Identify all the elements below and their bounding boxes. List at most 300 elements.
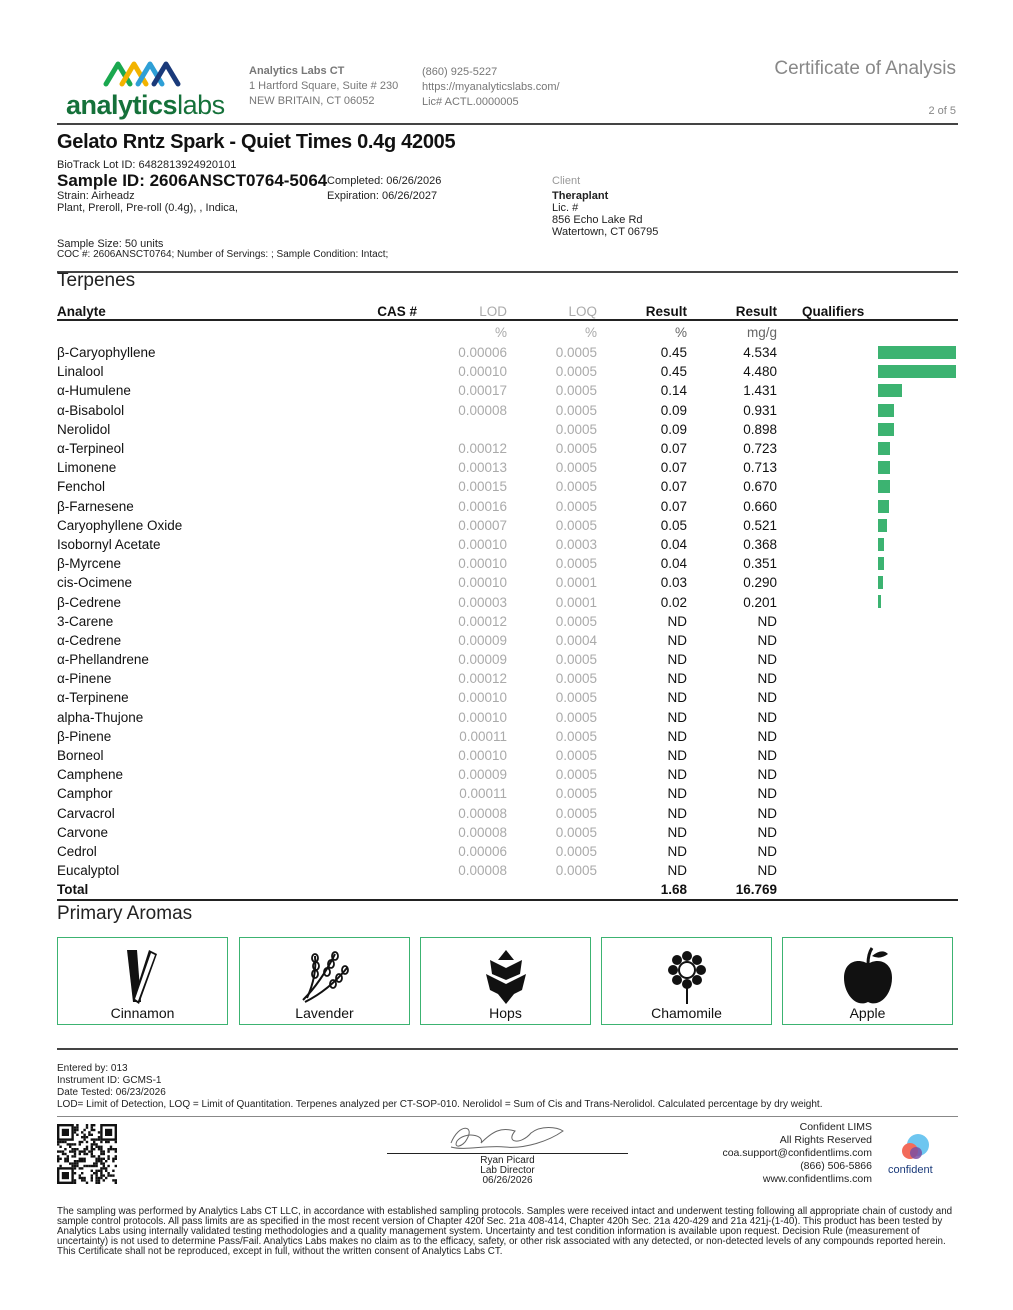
col-header-result-mg: Result bbox=[687, 302, 777, 320]
terpene-bar bbox=[878, 365, 956, 378]
cinnamon-icon bbox=[113, 946, 173, 1008]
result-pct: ND bbox=[667, 690, 687, 706]
cas-number bbox=[337, 688, 417, 707]
analyte-name: Caryophyllene Oxide bbox=[57, 517, 183, 533]
loq-value: 0.0001 bbox=[555, 575, 597, 591]
aroma-card-cinnamon bbox=[57, 937, 228, 1025]
loq-value: 0.0005 bbox=[555, 364, 597, 380]
entered-by: Entered by: 013 bbox=[57, 1063, 128, 1074]
cas-number bbox=[337, 708, 417, 727]
cas-number bbox=[337, 535, 417, 554]
lod-value: 0.00008 bbox=[458, 402, 507, 418]
analyte-name: α-Terpineol bbox=[57, 441, 125, 457]
lab-phone: (860) 925-5227 bbox=[422, 66, 498, 78]
result-pct: 0.45 bbox=[660, 364, 687, 380]
cas-number bbox=[337, 477, 417, 496]
lod-value: 0.00008 bbox=[458, 824, 507, 840]
lod-value: 0.00010 bbox=[458, 748, 507, 764]
loq-value: 0.0005 bbox=[555, 748, 597, 764]
test-notes bbox=[57, 1063, 822, 1111]
loq-value: 0.0005 bbox=[555, 652, 597, 668]
cas-number bbox=[337, 381, 417, 400]
terpene-row bbox=[57, 439, 958, 458]
client-address-line2: Watertown, CT 06795 bbox=[552, 226, 659, 238]
terpenes-section-title: Terpenes bbox=[57, 270, 136, 291]
loq-value: 0.0005 bbox=[555, 767, 597, 783]
lab-name: Analytics Labs CT bbox=[249, 65, 345, 77]
lod-value: 0.00010 bbox=[458, 536, 507, 552]
sample-id: Sample ID: 2606ANSCT0764-5064 bbox=[57, 171, 328, 190]
loq-value: 0.0003 bbox=[555, 536, 597, 552]
result-pct: ND bbox=[667, 748, 687, 764]
analyte-name: α-Bisabolol bbox=[57, 402, 125, 418]
analyte-name: Nerolidol bbox=[57, 421, 111, 437]
cas-number bbox=[337, 650, 417, 669]
cas-number bbox=[337, 439, 417, 458]
spacer bbox=[777, 688, 802, 707]
logo-text-light: labs bbox=[177, 90, 225, 120]
spacer bbox=[777, 612, 802, 631]
analyte-name: α-Pinene bbox=[57, 671, 112, 687]
lod-value: 0.00006 bbox=[458, 843, 507, 859]
result-pct: ND bbox=[667, 671, 687, 687]
result-mg: 0.290 bbox=[743, 575, 777, 591]
result-pct: ND bbox=[667, 709, 687, 725]
lod-value: 0.00015 bbox=[458, 479, 507, 495]
terpene-row bbox=[57, 804, 958, 823]
product-type: Plant, Preroll, Pre-roll (0.4g), , Indica, bbox=[57, 202, 238, 214]
analyte-name: Isobornyl Acetate bbox=[57, 536, 161, 552]
result-pct: ND bbox=[667, 613, 687, 629]
result-mg: ND bbox=[757, 652, 777, 668]
terpene-bar bbox=[878, 538, 884, 551]
result-pct: 0.07 bbox=[660, 460, 687, 476]
units-row bbox=[57, 320, 958, 343]
qualifier-bar-cell bbox=[802, 746, 958, 765]
qualifier-bar-cell bbox=[802, 362, 958, 381]
loq-value: 0.0005 bbox=[555, 613, 597, 629]
qualifier-bar-cell bbox=[802, 842, 958, 861]
qualifier-bar-cell bbox=[802, 612, 958, 631]
qualifier-bar-cell bbox=[802, 477, 958, 496]
col-header-qualifiers: Qualifiers bbox=[802, 302, 958, 320]
result-mg: ND bbox=[757, 786, 777, 802]
analyte-name: Camphor bbox=[57, 786, 113, 802]
analyte-name: Fenchol bbox=[57, 479, 106, 495]
terpene-bar bbox=[878, 442, 890, 455]
loq-value: 0.0005 bbox=[555, 709, 597, 725]
aroma-label: Chamomile bbox=[651, 1005, 722, 1021]
spacer bbox=[777, 554, 802, 573]
aroma-label: Cinnamon bbox=[110, 1005, 175, 1021]
unit-result-mg: mg/g bbox=[746, 324, 777, 340]
spacer bbox=[777, 650, 802, 669]
result-mg: ND bbox=[757, 709, 777, 725]
spacer bbox=[777, 362, 802, 381]
result-mg: ND bbox=[757, 748, 777, 764]
result-pct: 0.07 bbox=[660, 479, 687, 495]
aroma-card-lavender bbox=[239, 937, 410, 1025]
result-pct: 0.04 bbox=[660, 556, 687, 572]
unit-loq: % bbox=[584, 324, 597, 340]
terpene-row bbox=[57, 362, 958, 381]
spacer bbox=[777, 669, 802, 688]
cas-number bbox=[337, 727, 417, 746]
result-mg: ND bbox=[757, 805, 777, 821]
result-pct: 0.07 bbox=[660, 441, 687, 457]
disclaimer: The sampling was performed by Analytics Labs CT LLC, in accordance with established sampling protocols. Samples were received intact and underwent testing following all appropriate chain of custody and sample control protocols. All pass limits are as specified in the most recent version of Chapter 420f Sec. 21a 408-414, Chapter 420h Sec. 21a 420-429 and 21a 421j-(1-40). This product has been tested by Analytics Labs using internally validated testing methodologies and a quality management system. Uncertainty and test condition information is available upon request. Decision Rule (measurement of uncertainty) is not used to determine Pass/Fail. Analytics Labs makes no claim as to the efficacy, safety, or other risk associated with any detected, or non-detected levels of any compounds reported herein. This Certificate shall not be reproduced, except in full, without the written consent of Analytics Labs CT. bbox=[57, 1206, 953, 1257]
spacer bbox=[777, 708, 802, 727]
cas-number bbox=[337, 458, 417, 477]
result-pct: ND bbox=[667, 786, 687, 802]
terpene-row bbox=[57, 535, 958, 554]
spacer bbox=[777, 727, 802, 746]
analyte-name: α-Terpinene bbox=[57, 690, 129, 706]
spacer bbox=[777, 765, 802, 784]
lims-website[interactable]: www.confidentlims.com bbox=[762, 1173, 872, 1185]
lod-value: 0.00016 bbox=[458, 498, 507, 514]
cas-number bbox=[337, 401, 417, 420]
qualifier-bar-cell bbox=[802, 554, 958, 573]
analyte-name: α-Phellandrene bbox=[57, 652, 149, 668]
result-mg: 0.931 bbox=[743, 402, 777, 418]
result-mg: 0.660 bbox=[743, 498, 777, 514]
qualifier-bar-cell bbox=[802, 784, 958, 803]
loq-value: 0.0005 bbox=[555, 383, 597, 399]
result-pct: ND bbox=[667, 805, 687, 821]
terpene-bar bbox=[878, 404, 894, 417]
analyte-name: Borneol bbox=[57, 748, 104, 764]
lod-value: 0.00008 bbox=[458, 863, 507, 879]
confident-logo-icon bbox=[886, 1131, 944, 1165]
coc-info: COC #: 2606ANSCT0764; Number of Servings: ; Sample Condition: Intact; bbox=[57, 249, 389, 260]
result-mg: 0.201 bbox=[743, 594, 777, 610]
logo-mark-icon bbox=[66, 56, 228, 90]
qualifier-bar-cell bbox=[802, 343, 958, 362]
client-address-line1: 856 Echo Lake Rd bbox=[552, 214, 643, 226]
qualifier-bar-cell bbox=[802, 650, 958, 669]
analyte-name: α-Cedrene bbox=[57, 632, 122, 648]
spacer bbox=[777, 477, 802, 496]
terpene-bar bbox=[878, 557, 884, 570]
analyte-name: Eucalyptol bbox=[57, 863, 120, 879]
analytics-labs-logo bbox=[66, 56, 228, 126]
terpene-row bbox=[57, 631, 958, 650]
loq-value: 0.0004 bbox=[555, 632, 597, 648]
qualifier-bar-cell bbox=[802, 708, 958, 727]
total-label: Total bbox=[57, 880, 337, 900]
spacer bbox=[777, 535, 802, 554]
cas-number bbox=[337, 746, 417, 765]
loq-value: 0.0005 bbox=[555, 421, 597, 437]
aromas-divider bbox=[57, 1048, 958, 1050]
spacer bbox=[777, 861, 802, 880]
result-mg: 0.713 bbox=[743, 460, 777, 476]
result-pct: 0.45 bbox=[660, 345, 687, 361]
result-mg: 0.898 bbox=[743, 421, 777, 437]
result-mg: 4.480 bbox=[743, 364, 777, 380]
qualifier-bar-cell bbox=[802, 669, 958, 688]
qualifier-bar-cell bbox=[802, 804, 958, 823]
analyte-name: Cedrol bbox=[57, 843, 97, 859]
spacer bbox=[777, 746, 802, 765]
client-name: Theraplant bbox=[552, 190, 609, 202]
signature-icon bbox=[445, 1121, 570, 1153]
cas-number bbox=[337, 612, 417, 631]
loq-value: 0.0005 bbox=[555, 441, 597, 457]
lims-phone: (866) 506-5866 bbox=[800, 1160, 872, 1172]
cas-number bbox=[337, 420, 417, 439]
result-pct: ND bbox=[667, 863, 687, 879]
spacer bbox=[777, 573, 802, 592]
qualifier-bar-cell bbox=[802, 535, 958, 554]
loq-value: 0.0005 bbox=[555, 517, 597, 533]
terpene-bar bbox=[878, 423, 894, 436]
cas-number bbox=[337, 573, 417, 592]
lod-value: 0.00003 bbox=[458, 594, 507, 610]
spacer bbox=[777, 420, 802, 439]
spacer bbox=[777, 458, 802, 477]
result-pct: 0.07 bbox=[660, 498, 687, 514]
terpene-bar bbox=[878, 576, 883, 589]
lod-value: 0.00006 bbox=[458, 345, 507, 361]
lod-value: 0.00012 bbox=[458, 441, 507, 457]
cas-number bbox=[337, 631, 417, 650]
terpene-row bbox=[57, 708, 958, 727]
cas-number bbox=[337, 343, 417, 362]
terpene-bar bbox=[878, 480, 890, 493]
result-pct: 0.03 bbox=[660, 575, 687, 591]
signatory-name: Ryan Picard bbox=[480, 1155, 535, 1166]
lab-address-line2: NEW BRITAIN, CT 06052 bbox=[249, 95, 375, 107]
qualifier-bar-cell bbox=[802, 497, 958, 516]
terpene-row bbox=[57, 497, 958, 516]
terpene-row bbox=[57, 823, 958, 842]
analyte-name: β-Farnesene bbox=[57, 498, 134, 514]
loq-value: 0.0005 bbox=[555, 805, 597, 821]
terpene-row bbox=[57, 401, 958, 420]
spacer bbox=[777, 823, 802, 842]
analyte-name: β-Cedrene bbox=[57, 594, 122, 610]
qualifier-bar-cell bbox=[802, 381, 958, 400]
analyte-name: β-Caryophyllene bbox=[57, 345, 156, 361]
terpene-row bbox=[57, 343, 958, 362]
result-pct: 0.02 bbox=[660, 594, 687, 610]
result-mg: 0.670 bbox=[743, 479, 777, 495]
loq-value: 0.0005 bbox=[555, 498, 597, 514]
loq-value: 0.0005 bbox=[555, 345, 597, 361]
strain: Strain: Airheadz bbox=[57, 190, 135, 202]
cas-number bbox=[337, 804, 417, 823]
terpene-row bbox=[57, 554, 958, 573]
analyte-name: Camphene bbox=[57, 767, 124, 783]
lod-value: 0.00013 bbox=[458, 460, 507, 476]
lod-value: 0.00011 bbox=[459, 786, 507, 802]
analyte-name: α-Humulene bbox=[57, 383, 131, 399]
spacer bbox=[777, 784, 802, 803]
unit-lod: % bbox=[494, 324, 507, 340]
cas-number bbox=[337, 861, 417, 880]
result-mg: ND bbox=[757, 671, 777, 687]
terpene-bar bbox=[878, 384, 902, 397]
analyte-name: cis-Ocimene bbox=[57, 575, 133, 591]
signatory-role: Lab Director bbox=[480, 1165, 535, 1176]
spacer bbox=[777, 592, 802, 611]
loq-value: 0.0005 bbox=[555, 843, 597, 859]
lab-license: Lic# ACTL.0000005 bbox=[422, 96, 519, 108]
lavender-icon bbox=[295, 946, 355, 1008]
cas-number bbox=[337, 362, 417, 381]
expiration-date: Expiration: 06/26/2027 bbox=[327, 190, 438, 202]
result-mg: 0.368 bbox=[743, 536, 777, 552]
terpene-row bbox=[57, 765, 958, 784]
result-pct: ND bbox=[667, 632, 687, 648]
aroma-cards bbox=[57, 937, 958, 1028]
total-row bbox=[57, 880, 958, 900]
qualifier-bar-cell bbox=[802, 823, 958, 842]
lab-address-line1: 1 Hartford Square, Suite # 230 bbox=[249, 80, 399, 92]
cas-number bbox=[337, 823, 417, 842]
col-header-cas: CAS # bbox=[337, 302, 417, 320]
qualifier-bar-cell bbox=[802, 516, 958, 535]
lims-info bbox=[722, 1121, 872, 1186]
cas-number bbox=[337, 842, 417, 861]
loq-value: 0.0005 bbox=[555, 824, 597, 840]
loq-value: 0.0005 bbox=[555, 690, 597, 706]
page-number: 2 of 5 bbox=[928, 105, 956, 117]
terpene-row bbox=[57, 688, 958, 707]
cas-number bbox=[337, 784, 417, 803]
loq-value: 0.0005 bbox=[555, 479, 597, 495]
result-mg: ND bbox=[757, 863, 777, 879]
header-divider bbox=[57, 123, 958, 125]
result-pct: ND bbox=[667, 767, 687, 783]
signatory bbox=[387, 1156, 628, 1186]
qualifier-bar-cell bbox=[802, 631, 958, 650]
lab-info bbox=[249, 64, 398, 109]
result-pct: 0.09 bbox=[660, 421, 687, 437]
qualifier-bar-cell bbox=[802, 861, 958, 880]
qualifier-bar-cell bbox=[802, 573, 958, 592]
spacer bbox=[777, 516, 802, 535]
completed-date: Completed: 06/26/2026 bbox=[327, 175, 442, 187]
terpene-row bbox=[57, 746, 958, 765]
lod-value: 0.00012 bbox=[458, 613, 507, 629]
aroma-label: Lavender bbox=[295, 1005, 354, 1021]
result-mg: 1.431 bbox=[743, 383, 777, 399]
lod-loq-legend: LOD= Limit of Detection, LOQ = Limit of Quantitation. Terpenes analyzed per CT-SOP-010. Nerolidol = Sum of Cis and Trans-Nerolidol. Calculated percentage by dry weight. bbox=[57, 1099, 823, 1110]
lod-value: 0.00008 bbox=[458, 805, 507, 821]
terpene-row bbox=[57, 650, 958, 669]
lims-name: Confident LIMS bbox=[799, 1121, 872, 1133]
terpenes-table bbox=[57, 302, 958, 901]
result-pct: ND bbox=[667, 728, 687, 744]
lab-website[interactable]: https://myanalyticslabs.com/ bbox=[422, 81, 560, 93]
qualifier-bar-cell bbox=[802, 420, 958, 439]
lims-rights: All Rights Reserved bbox=[779, 1134, 872, 1146]
terpene-row bbox=[57, 727, 958, 746]
aroma-label: Hops bbox=[489, 1005, 522, 1021]
logo-text-bold: analytics bbox=[66, 90, 178, 120]
analyte-name: 3-Carene bbox=[57, 613, 114, 629]
spacer bbox=[777, 381, 802, 400]
lod-value: 0.00010 bbox=[458, 364, 507, 380]
lims-email[interactable]: coa.support@confidentlims.com bbox=[722, 1147, 872, 1159]
col-header-loq: LOQ bbox=[507, 302, 597, 320]
sample-size: Sample Size: 50 units bbox=[57, 238, 164, 250]
aroma-card-apple bbox=[782, 937, 953, 1025]
spacer bbox=[777, 497, 802, 516]
qualifier-bar-cell bbox=[802, 688, 958, 707]
analyte-name: Limonene bbox=[57, 460, 117, 476]
qr-code-icon[interactable] bbox=[57, 1124, 117, 1184]
terpene-row bbox=[57, 420, 958, 439]
result-pct: ND bbox=[667, 824, 687, 840]
analyte-name: β-Myrcene bbox=[57, 556, 122, 572]
loq-value: 0.0001 bbox=[555, 594, 597, 610]
unit-result-pct: % bbox=[674, 324, 687, 340]
terpene-row bbox=[57, 381, 958, 400]
result-mg: ND bbox=[757, 632, 777, 648]
result-pct: ND bbox=[667, 652, 687, 668]
terpene-bar bbox=[878, 346, 956, 359]
spacer bbox=[777, 401, 802, 420]
qualifier-bar-cell bbox=[802, 439, 958, 458]
lod-value: 0.00010 bbox=[458, 690, 507, 706]
terpenes-header-row bbox=[57, 302, 958, 320]
lod-value bbox=[417, 420, 507, 439]
client-label: Client bbox=[552, 175, 581, 187]
terpene-bar bbox=[878, 519, 887, 532]
signature-date: 06/26/2026 bbox=[482, 1175, 533, 1186]
lod-value: 0.00010 bbox=[458, 556, 507, 572]
result-mg: 0.521 bbox=[743, 517, 777, 533]
lod-value: 0.00009 bbox=[458, 652, 507, 668]
result-mg: ND bbox=[757, 767, 777, 783]
result-mg: ND bbox=[757, 728, 777, 744]
lod-value: 0.00009 bbox=[458, 767, 507, 783]
analyte-name: β-Pinene bbox=[57, 728, 112, 744]
qualifier-bar-cell bbox=[802, 401, 958, 420]
terpene-row bbox=[57, 784, 958, 803]
col-header-result-pct: Result bbox=[597, 302, 687, 320]
terpene-row bbox=[57, 842, 958, 861]
lod-value: 0.00011 bbox=[459, 728, 507, 744]
loq-value: 0.0005 bbox=[555, 556, 597, 572]
analyte-name: Linalool bbox=[57, 364, 104, 380]
result-pct: 0.09 bbox=[660, 402, 687, 418]
biotrack-lot-id: BioTrack Lot ID: 6482813924920101 bbox=[57, 159, 237, 171]
result-pct: 0.05 bbox=[660, 517, 687, 533]
cas-number bbox=[337, 592, 417, 611]
cas-number bbox=[337, 497, 417, 516]
spacer bbox=[777, 842, 802, 861]
result-mg: ND bbox=[757, 824, 777, 840]
qualifier-bar-cell bbox=[802, 765, 958, 784]
analyte-name: Carvacrol bbox=[57, 805, 115, 821]
chamomile-icon bbox=[657, 946, 717, 1008]
apple-icon bbox=[838, 946, 898, 1008]
result-pct: ND bbox=[667, 843, 687, 859]
loq-value: 0.0005 bbox=[555, 460, 597, 476]
primary-aromas-title: Primary Aromas bbox=[57, 903, 193, 924]
result-pct: 0.04 bbox=[660, 536, 687, 552]
cas-number bbox=[337, 516, 417, 535]
product-title: Gelato Rntz Spark - Quiet Times 0.4g 42005 bbox=[57, 131, 456, 153]
cas-number bbox=[337, 554, 417, 573]
lod-value: 0.00017 bbox=[458, 383, 507, 399]
result-mg: 0.723 bbox=[743, 441, 777, 457]
